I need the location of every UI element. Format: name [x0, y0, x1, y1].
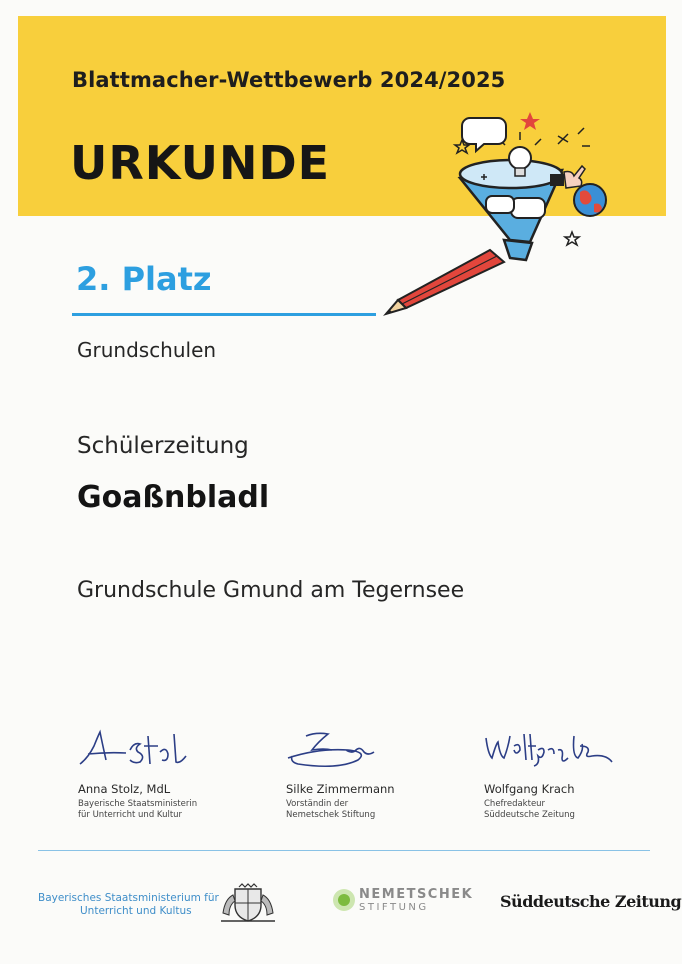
globe-icon [574, 184, 606, 216]
newspaper-type-label: Schülerzeitung [77, 433, 249, 459]
ministry-name-line1: Bayerisches Staatsministerium für [38, 892, 219, 904]
nemetschek-logo-icon [332, 888, 356, 912]
signature-block-3 [484, 728, 682, 821]
ministry-name-line2: Unterricht und Kultus [80, 905, 192, 917]
school-name: Grundschule Gmund am Tegernsee [77, 578, 465, 603]
newspaper-name: Goaßnbladl [77, 480, 270, 515]
foundation-logo-name: NEMETSCHEK [359, 887, 474, 902]
signatory-role: Chefredakteur [484, 799, 546, 809]
handwritten-signature [484, 728, 614, 770]
signatory-role: Süddeutsche Zeitung [484, 810, 575, 820]
signatory-name: Wolfgang Krach [484, 782, 575, 796]
signatory-name: Anna Stolz, MdL [78, 782, 171, 796]
star-icon [565, 232, 579, 245]
coat-of-arms-icon [219, 883, 277, 923]
pencil-icon [386, 250, 504, 314]
certificate-title: URKUNDE [70, 136, 331, 190]
place-underline [72, 313, 376, 316]
signatory-name: Silke Zimmermann [286, 782, 395, 796]
newspaper-logo: Süddeutsche Zeitung [500, 892, 682, 911]
handwritten-signature [286, 728, 406, 770]
signatory-role: Nemetschek Stiftung [286, 810, 376, 820]
ministry-logo-text [38, 892, 219, 918]
signatory-role: für Unterricht und Kultur [78, 810, 183, 820]
signature-block-2 [286, 728, 486, 821]
place-heading: 2. Platz [76, 260, 212, 298]
category-label: Grundschulen [77, 338, 217, 362]
signatory-role: Bayerische Staatsministerin [78, 799, 198, 809]
contest-title: Blattmacher-Wettbewerb 2024/2025 [72, 68, 506, 92]
signature-block-1 [78, 728, 278, 821]
foundation-logo-sub: STIFTUNG [359, 902, 429, 913]
footer-divider [38, 850, 650, 851]
handwritten-signature [78, 728, 198, 770]
star-icon [520, 112, 540, 130]
megaphone-illustration [372, 100, 632, 330]
signatory-role: Vorständin der [286, 799, 349, 809]
